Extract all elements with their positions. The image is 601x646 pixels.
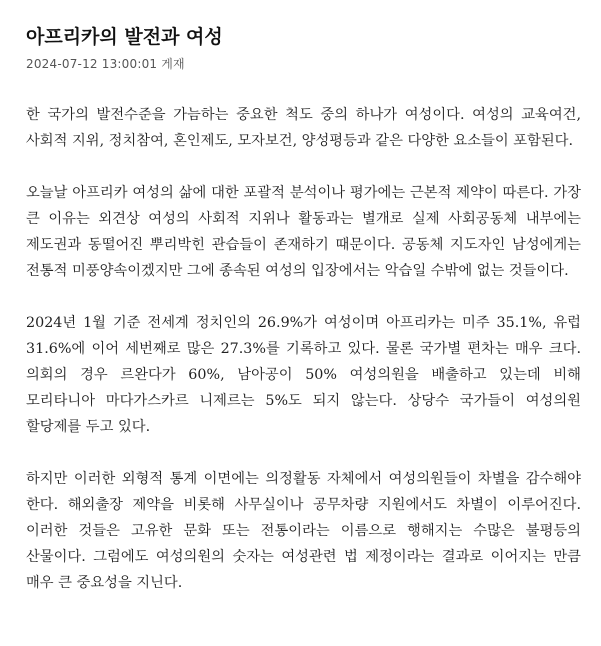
article-paragraph-2: 오늘날 아프리카 여성의 삶에 대한 포괄적 분석이나 평가에는 근본적 제약이 따른다. 가장 큰 이유는 외견상 여성의 사회적 지위나 활동과는 별개로 실제 사회공동체 내부에는 제도권과 동떨어진 뿌리박힌 관습들이 존재하기 때문이다. 공동체 지도자인 남성에게는 전통적 미풍양속이겠지만 그에 종속된 여성의 입장에서는 악습일 수밖에 없는 것들이다. bbox=[26, 185, 581, 279]
article-publish-date: 2024-07-12 13:00:01 게재 bbox=[26, 57, 185, 71]
article-paragraph-3: 2024년 1월 기준 전세계 정치인의 26.9%가 여성이며 아프리카는 미주 35.1%, 유럽 31.6%에 이어 세번째로 많은 27.3%를 기록하고 있다. 물론 국가별 편차는 매우 크다. 의회의 경우 르완다가 60%, 남아공이 50% 여성의원을 배출하고 있는데 비해 모리타니아 마다가스카르 니제르는 5%도 되지 않는다. 상당수 국가들이 여성의원 할당제를 두고 있다. bbox=[26, 315, 581, 435]
article-paragraph-1: 한 국가의 발전수준을 가늠하는 중요한 척도 중의 하나가 여성이다. 여성의 교육여건, 사회적 지위, 정치참여, 혼인제도, 모자보건, 양성평등과 같은 다양한 요소들이 포함된다. bbox=[26, 107, 581, 149]
article-paragraph-4: 하지만 이러한 외형적 통계 이면에는 의정활동 자체에서 여성의원들이 차별을 감수해야 한다. 해외출장 제약을 비롯해 사무실이나 공무차량 지원에서도 차별이 이루어진다. 이러한 것들은 고유한 문화 또는 전통이라는 이름으로 행해지는 수많은 불평등의 산물이다. 그럼에도 여성의원의 숫자는 여성관련 법 제정이라는 결과로 이어지는 만큼 매우 큰 중요성을 지닌다. bbox=[26, 471, 581, 591]
article-body bbox=[26, 102, 581, 596]
article-title: 아프리카의 발전과 여성 bbox=[26, 26, 223, 48]
